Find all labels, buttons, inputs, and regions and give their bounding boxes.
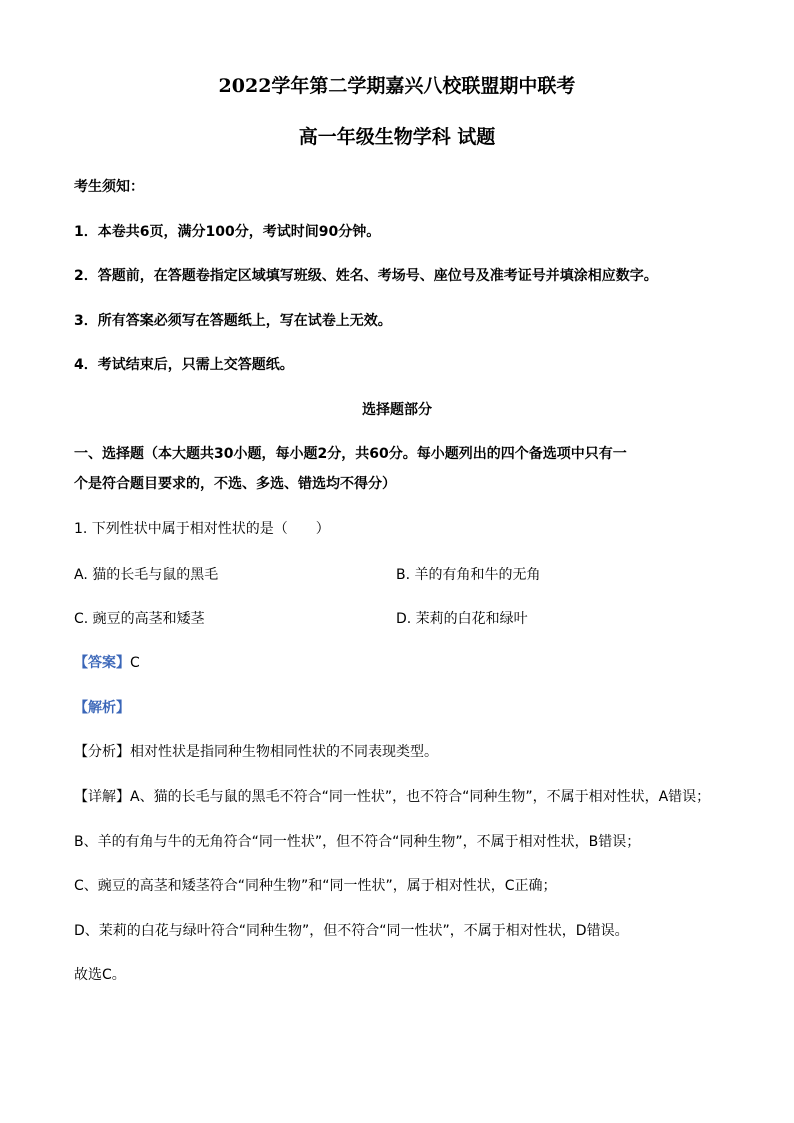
notice-item-4: 4．考试结束后，只需上交答题纸。 [74,357,294,373]
detail-text-a: A、猫的长毛与鼠的黑毛不符合“同一性状”，也不符合“同种生物”，不属于相对性状，A错误； [130,789,711,805]
option-a: A. 猫的长毛与鼠的黑毛 [74,567,219,583]
option-d: D. 茉莉的白花和绿叶 [396,611,528,627]
notice-item-3: 3．所有答案必须写在答题纸上，写在试卷上无效。 [74,313,392,329]
fenxi-text: 相对性状是指同种生物相同性状的不同表现类型。 [130,744,438,760]
page-subtitle: 高一年级生物学科 试题 [298,126,496,148]
conclusion: 故选C。 [74,967,126,983]
fenxi-line [74,743,438,761]
answer-value: C [130,655,140,671]
notice-item-1: 1．本卷共6页，满分100分，考试时间90分钟。 [74,224,381,240]
option-c: C. 豌豆的高茎和矮茎 [74,611,205,627]
detail-line-c: C、豌豆的高茎和矮茎符合“同种生物”和“同一性状”，属于相对性状，C正确； [74,878,557,894]
question-stem: 1. 下列性状中属于相对性状的是（ ） [74,521,330,537]
option-b: B. 羊的有角和牛的无角 [396,567,541,583]
answer-tag: 【答案】 [74,655,130,671]
detail-tag: 【详解】 [74,789,130,805]
section-title: 选择题部分 [362,402,432,418]
section-instruction-line1: 一、选择题（本大题共30小题，每小题2分，共60分。每小题列出的四个备选项中只有一 [74,446,627,462]
detail-line-b: B、羊的有角与牛的无角符合“同一性状”，但不符合“同种生物”，不属于相对性状，B错误； [74,834,641,850]
detail-line-a [74,788,710,806]
analysis-line [74,699,130,717]
section-instruction-line2: 个是符合题目要求的，不选、多选、错选均不得分） [74,476,396,492]
notice-heading: 考生须知： [74,179,144,195]
analysis-tag: 【解析】 [74,700,130,716]
fenxi-tag: 【分析】 [74,744,130,760]
notice-item-2: 2．答题前，在答题卷指定区域填写班级、姓名、考场号、座位号及准考证号并填涂相应数字。 [74,268,658,284]
answer-line [74,654,140,672]
page-title: 2022学年第二学期嘉兴八校联盟期中联考 [218,75,576,97]
detail-line-d: D、茉莉的白花与绿叶符合“同种生物”，但不符合“同一性状”，不属于相对性状，D错误。 [74,923,629,939]
